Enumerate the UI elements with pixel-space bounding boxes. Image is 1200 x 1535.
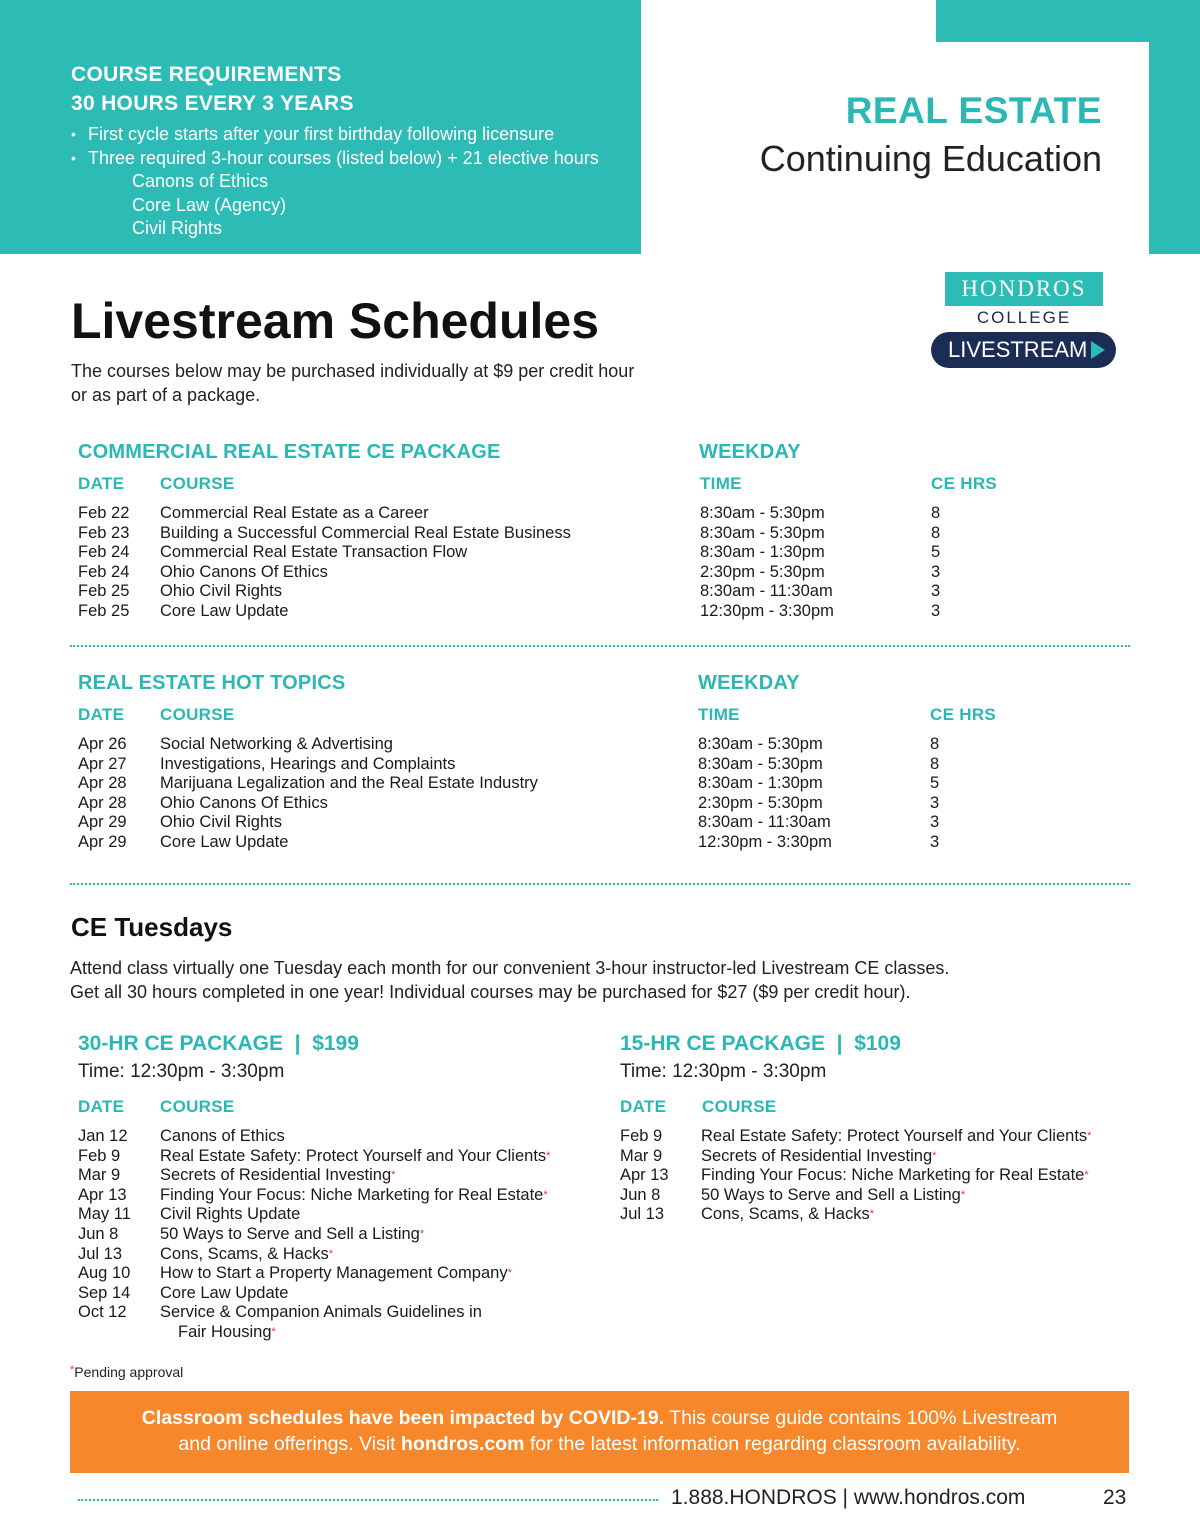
row-time: 8:30am - 1:30pm [698,774,823,793]
pending-asterisk: * [546,1149,551,1162]
row-ce-hours: 8 [931,523,941,542]
row-ce-hours: 5 [930,774,940,793]
pending-asterisk: * [1084,1169,1089,1182]
website-link[interactable]: hondros.com [401,1433,525,1455]
row-date: Apr 13 [620,1166,669,1185]
footer-contact: 1.888.HONDROS | www.hondros.com [671,1486,1026,1509]
row-course: Civil Rights Update [160,1205,301,1224]
page-title: Livestream Schedules [71,293,600,349]
row-course: Cons, Scams, & Hacks* [160,1244,333,1263]
pending-asterisk: * [869,1208,874,1221]
row-date: Oct 12 [78,1303,127,1322]
corner-decoration [936,0,1200,42]
row-date: Feb 24 [78,543,130,562]
pending-asterisk: * [932,1149,937,1162]
tuesdays-description: Attend class virtually one Tuesday each month for our convenient 3-hour instructor-led Livestream CE classes. Get all 30 hours completed in one year! Individual courses may be purchased for $27 ($9 per credit hour). [70,958,950,1002]
row-ce-hours: 8 [930,735,940,753]
row-date: Apr 29 [78,833,127,851]
row-time: 8:30am - 11:30am [698,813,831,832]
pending-asterisk: * [960,1188,966,1201]
page-number: 23 [1103,1486,1127,1509]
row-course: Core Law Update [160,833,289,851]
corner-decoration [1149,42,1200,254]
required-course: Civil Rights [132,218,223,238]
row-time: 8:30am - 5:30pm [698,754,823,773]
requirements-title: COURSE REQUIREMENTS [71,63,342,86]
row-time: 2:30pm - 5:30pm [700,562,825,581]
package-15-title: 15-HR CE PACKAGE | $109 [620,1032,901,1055]
row-course: Building a Successful Commercial Real Estate Business [160,523,571,542]
required-course: Core Law (Agency) [132,194,287,215]
row-course: Finding Your Focus: Niche Marketing for Real Estate* [160,1185,548,1204]
play-icon [1091,341,1105,359]
row-course: Ohio Canons Of Ethics [160,793,328,812]
row-course: Real Estate Safety: Protect Yourself and Your Clients* [160,1146,551,1165]
row-ce-hours: 3 [930,833,940,851]
ce-hours-header: CE HRS [930,705,997,724]
row-ce-hours: 3 [931,582,941,601]
pending-note: *Pending approval [70,1364,184,1380]
pending-asterisk: * [1087,1130,1092,1142]
package-30-title: 30-HR CE PACKAGE | $199 [78,1032,359,1055]
row-course: Social Networking & Advertising [160,735,393,753]
required-course: Canons of Ethics [132,171,269,191]
pending-asterisk: * [507,1267,512,1280]
row-course: Real Estate Safety: Protect Yourself and Your Clients* [701,1127,1092,1145]
row-time: 8:30am - 5:30pm [700,523,825,542]
row-course: 50 Ways to Serve and Sell a Listing* [701,1185,966,1204]
row-date: Mar 9 [78,1166,121,1185]
row-date: Feb 24 [78,562,130,581]
row-time: 8:30am - 5:30pm [698,735,823,753]
row-date: Feb 22 [78,504,130,522]
logo-college-text: COLLEGE [976,308,1072,327]
requirement-bullet: • Three required 3-hour courses (listed below) + 21 elective hours [71,146,641,170]
row-course: Core Law Update [160,602,289,620]
row-course: Secrets of Residential Investing* [160,1166,396,1185]
row-time: 12:30pm - 3:30pm [698,833,832,851]
ce-hours-header: CE HRS [931,474,998,493]
row-date: Feb 9 [78,1146,121,1165]
row-ce-hours: 3 [930,813,940,832]
course-header: COURSE [160,705,235,724]
row-date: Apr 29 [78,813,127,832]
row-date: Apr 28 [78,774,127,793]
row-date: Apr 28 [78,793,127,812]
row-course: Marijuana Legalization and the Real Estate Industry [160,774,538,793]
row-date: Sep 14 [78,1283,131,1302]
course-header: COURSE [702,1097,777,1116]
covid-notice: Classroom schedules have been impacted by COVID-19. This course guide contains 100% Livestream and online offerings. Visit hondros.com for the latest information regarding classroom availability. [70,1391,1129,1473]
pending-asterisk: * [543,1188,548,1201]
row-course: Service & Companion Animals Guidelines in [160,1303,482,1322]
row-ce-hours: 8 [930,754,940,773]
row-course: Ohio Civil Rights [160,582,282,601]
row-date: Feb 25 [78,582,130,601]
requirements-hours: 30 HOURS EVERY 3 YEARS [71,92,354,115]
row-date: Apr 13 [78,1185,127,1204]
row-course: 50 Ways to Serve and Sell a Listing* [160,1225,425,1243]
row-ce-hours: 3 [931,602,941,620]
tuesdays-title: CE Tuesdays [71,912,233,942]
row-date: Jul 13 [78,1244,123,1263]
time-header: TIME [698,705,740,724]
row-date: Feb 25 [78,602,130,620]
row-ce-hours: 8 [931,504,941,522]
divider [70,645,1130,647]
intro-text: The courses below may be purchased individually at $9 per credit hour or as part of a package. [71,361,635,405]
date-header: DATE [78,1097,125,1116]
row-date: Feb 23 [78,523,130,542]
row-course: Core Law Update [160,1283,289,1302]
row-course: Canons of Ethics [160,1127,285,1145]
row-course: Ohio Canons Of Ethics [160,562,328,581]
pending-asterisk: * [391,1169,396,1182]
row-date: Mar 9 [620,1146,663,1165]
row-time: 8:30am - 1:30pm [700,543,825,562]
row-date: Jul 13 [620,1205,665,1224]
hondros-logo: HONDROS [945,272,1103,306]
date-header: DATE [620,1097,667,1116]
requirement-bullet: • First cycle starts after your first birthday following licensure [71,122,641,146]
requirements-box [0,0,641,254]
date-header: DATE [78,705,125,724]
section-title: REAL ESTATE [845,90,1102,131]
row-course: Secrets of Residential Investing* [701,1146,937,1165]
row-course: Commercial Real Estate Transaction Flow [160,543,468,562]
row-ce-hours: 3 [930,793,940,812]
pending-asterisk: * [419,1228,425,1240]
row-course: Ohio Civil Rights [160,813,282,832]
date-header: DATE [78,474,125,493]
row-date: Jan 12 [78,1127,128,1145]
row-date: Apr 26 [78,735,127,753]
section-subtitle: Continuing Education [759,138,1102,179]
hot-topics-title: REAL ESTATE HOT TOPICS [78,672,346,694]
row-ce-hours: 5 [931,543,941,562]
row-course: Commercial Real Estate as a Career [160,504,429,522]
livestream-badge: LIVESTREAM [931,332,1116,368]
row-course-continuation: Fair Housing* [178,1323,276,1341]
row-time: 12:30pm - 3:30pm [700,602,834,620]
row-date: Aug 10 [78,1264,131,1283]
row-course: How to Start a Property Management Company* [160,1264,512,1283]
row-ce-hours: 3 [931,562,941,581]
package-30-time: Time: 12:30pm - 3:30pm [78,1061,285,1082]
row-course: Cons, Scams, & Hacks* [701,1205,874,1224]
row-course: Investigations, Hearings and Complaints [160,754,456,773]
course-header: COURSE [160,474,235,493]
row-time: 8:30am - 11:30am [700,582,833,601]
time-header: TIME [700,474,742,493]
course-header: COURSE [160,1097,235,1116]
requirements-list [71,122,641,170]
hot-topics-weekday-label: WEEKDAY [698,672,800,694]
divider [70,883,1130,885]
pending-asterisk: * [271,1326,276,1338]
footer-divider [78,1499,658,1501]
row-date: May 11 [78,1205,131,1224]
row-date: Apr 27 [78,754,127,773]
row-time: 8:30am - 5:30pm [700,504,825,522]
row-time: 2:30pm - 5:30pm [698,793,823,812]
row-date: Jun 8 [620,1185,661,1204]
pending-asterisk: * [328,1247,333,1260]
commercial-package-title: COMMERCIAL REAL ESTATE CE PACKAGE [78,441,501,463]
row-course: Finding Your Focus: Niche Marketing for Real Estate* [701,1166,1089,1185]
package-15-time: Time: 12:30pm - 3:30pm [620,1061,827,1082]
commercial-weekday-label: WEEKDAY [699,441,801,463]
row-date: Feb 9 [620,1127,663,1145]
row-date: Jun 8 [78,1225,119,1243]
